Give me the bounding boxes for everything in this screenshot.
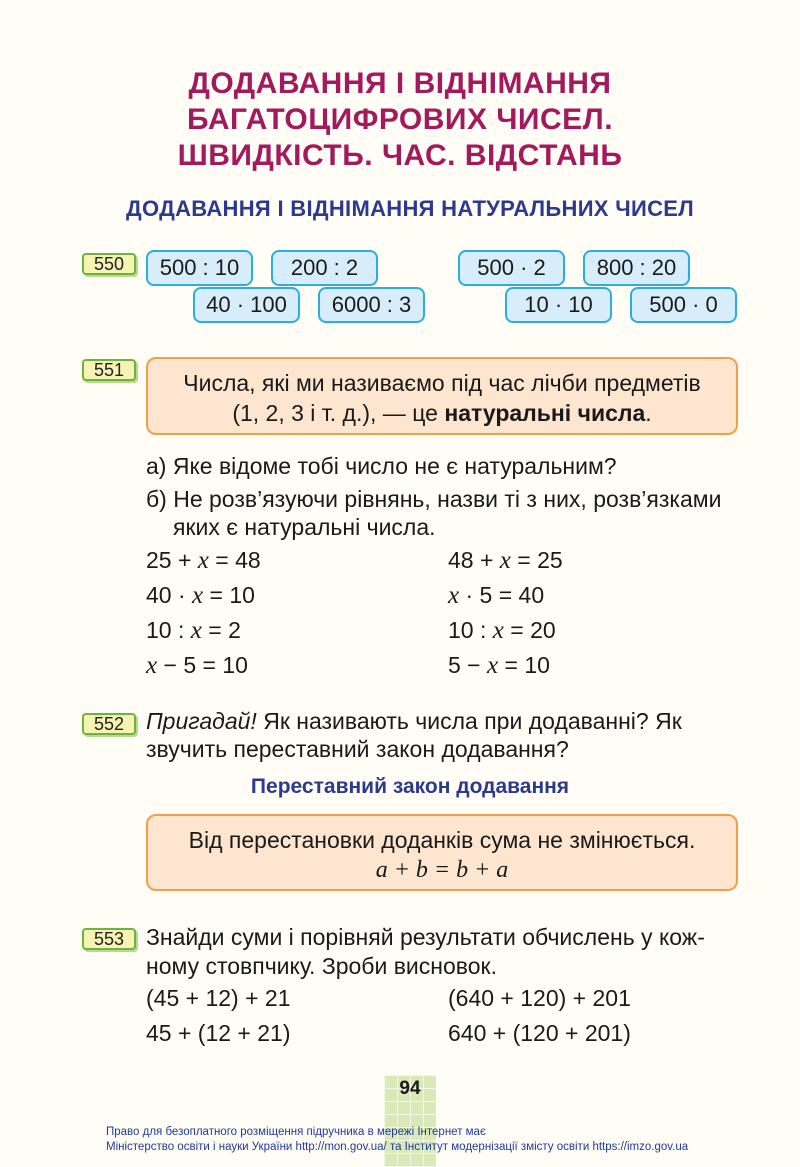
calc-box: 500 · 0 xyxy=(630,287,737,323)
task-number-551: 551 xyxy=(82,359,136,381)
eq-part: = 10 xyxy=(498,652,550,678)
law-formula: a + b = b + a xyxy=(375,857,509,883)
eq-part: 10 : xyxy=(448,617,493,643)
equation xyxy=(146,580,255,611)
eq-part: = 20 xyxy=(503,617,556,643)
question-b-line-2: яких є натуральні числа. xyxy=(173,514,436,540)
eq-variable: x xyxy=(492,617,504,644)
question-b-line-1: б) Не розв’язуючи рівнянь, назви ті з них, розв’язками xyxy=(146,486,722,512)
question-a: а) Яке відоме тобі число не є натуральним? xyxy=(146,453,617,479)
task-number-552: 552 xyxy=(82,713,136,735)
eq-part: · 5 = 40 xyxy=(459,582,545,608)
remember-label: Пригадай! xyxy=(146,708,257,734)
eq-variable: x xyxy=(487,652,499,679)
task-552-line-2: звучить переставний закон додавання? xyxy=(146,736,569,762)
page-title-line-1: ДОДАВАННЯ І ВІДНІМАННЯ xyxy=(188,67,612,100)
eq-part: = 25 xyxy=(510,547,563,573)
eq-variable: x xyxy=(448,582,460,609)
calc-box: 800 : 20 xyxy=(583,250,690,286)
footer-line-1: Право для безоплатного розміщення підручника в мережі Інтернет має xyxy=(106,1126,486,1138)
equation xyxy=(146,545,261,576)
equation xyxy=(146,650,248,681)
task-553-line-2: ному стовпчику. Зроби висновок. xyxy=(146,953,497,979)
page-title-line-2: БАГАТОЦИФРОВИХ ЧИСЕЛ. xyxy=(186,103,614,136)
eq-part: = 2 xyxy=(201,617,241,643)
law-text: Від перестановки доданків сума не змінюється. xyxy=(188,827,696,853)
calc-box: 200 : 2 xyxy=(271,250,378,286)
eq-variable: x xyxy=(190,617,202,644)
eq-part: 40 · xyxy=(146,582,193,608)
task-552-line-1 xyxy=(146,706,740,736)
eq-part: 5 − xyxy=(448,652,488,678)
calc-box: 500 : 10 xyxy=(146,250,253,286)
definition-period: . xyxy=(645,400,652,426)
calc-box: 10 · 10 xyxy=(505,287,612,323)
eq-part: 10 : xyxy=(146,617,191,643)
equation xyxy=(448,650,550,681)
expression: 45 + (12 + 21) xyxy=(146,1020,291,1046)
eq-variable: x xyxy=(146,652,158,679)
eq-variable: x xyxy=(192,582,204,609)
equation xyxy=(146,615,241,646)
definition-line-1: Числа, які ми називаємо під час лічби предметів xyxy=(183,370,701,396)
eq-part: 25 + xyxy=(146,547,198,573)
calc-box: 40 · 100 xyxy=(193,287,300,323)
equation xyxy=(448,580,544,611)
task-553-line-1: Знайди суми і порівняй результати обчислень у кож- xyxy=(146,924,705,950)
definition-line-2 xyxy=(148,398,736,428)
page-number: 94 xyxy=(399,1078,421,1099)
eq-part: = 48 xyxy=(208,547,261,573)
law-box xyxy=(146,814,738,891)
footer-line-2: Міністерство освіти і науки України http://mon.gov.ua/ та Інститут модернізації змісту освіти https://imzo.gov.ua xyxy=(106,1141,689,1153)
eq-variable: x xyxy=(499,547,511,574)
section-subtitle: ДОДАВАННЯ І ВІДНІМАННЯ НАТУРАЛЬНИХ ЧИСЕЛ xyxy=(126,196,694,221)
equation xyxy=(448,545,563,576)
task-number-553: 553 xyxy=(82,928,136,950)
eq-part: − 5 = 10 xyxy=(157,652,248,678)
expression: 640 + (120 + 201) xyxy=(448,1020,631,1046)
task-552-question: Як називають числа при додаванні? Як xyxy=(256,708,682,734)
equation xyxy=(448,615,556,646)
definition-term: натуральні числа xyxy=(444,400,646,426)
expression: (640 + 120) + 201 xyxy=(448,985,631,1011)
eq-part: 48 + xyxy=(448,547,500,573)
eq-part: = 10 xyxy=(203,582,255,608)
page-title-line-3: ШВИДКІСТЬ. ЧАС. ВІДСТАНЬ xyxy=(177,139,623,172)
definition-text: (1, 2, 3 і т. д.), — це xyxy=(232,400,445,426)
task-number-550: 550 xyxy=(82,253,136,275)
expression: (45 + 12) + 21 xyxy=(146,985,291,1011)
calc-box: 6000 : 3 xyxy=(318,287,425,323)
eq-variable: x xyxy=(197,547,209,574)
definition-box xyxy=(146,357,738,435)
law-title: Переставний закон додавання xyxy=(250,775,570,798)
calc-box: 500 · 2 xyxy=(458,250,565,286)
